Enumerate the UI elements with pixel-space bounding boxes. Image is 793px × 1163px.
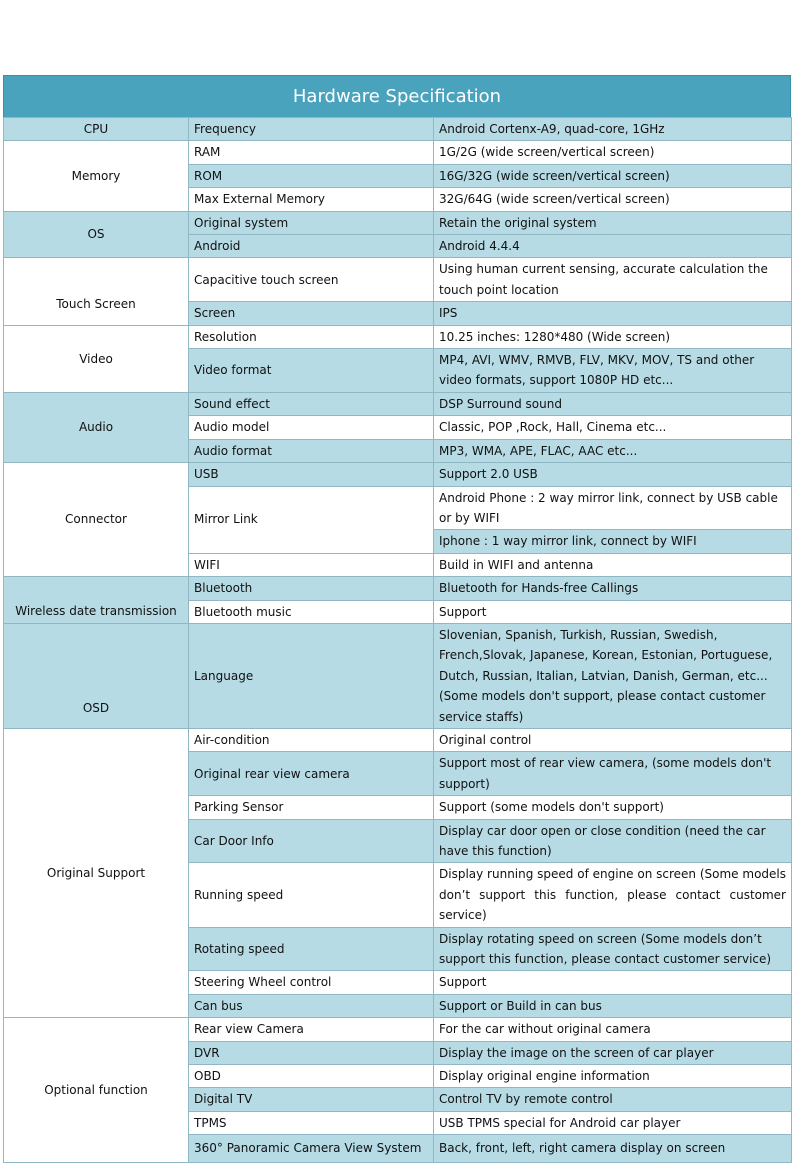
feature-cell: Audio model	[189, 416, 434, 439]
detail-cell: Back, front, left, right camera display on screen	[434, 1135, 792, 1162]
feature-cell: Rotating speed	[189, 927, 434, 971]
table-row	[4, 141, 792, 164]
detail-cell: USB TPMS special for Android car player	[434, 1111, 792, 1134]
detail-cell: DSP Surround sound	[434, 392, 792, 415]
table-row	[4, 211, 792, 234]
detail-cell: Support or Build in can bus	[434, 994, 792, 1017]
detail-cell: MP4, AVI, WMV, RMVB, FLV, MKV, MOV, TS and other video formats, support 1080P HD etc...	[434, 349, 792, 393]
spec-table	[3, 117, 792, 1163]
detail-cell: Android Phone : 2 way mirror link, connect by USB cable or by WIFI	[434, 486, 792, 530]
category-cell: OSD	[4, 623, 189, 728]
feature-cell: ROM	[189, 164, 434, 187]
detail-cell: Support	[434, 600, 792, 623]
hardware-spec-sheet	[3, 75, 791, 1163]
detail-cell: Support	[434, 971, 792, 994]
detail-cell: Android 4.4.4	[434, 235, 792, 258]
feature-cell: Can bus	[189, 994, 434, 1017]
table-row	[4, 325, 792, 348]
feature-cell: WIFI	[189, 553, 434, 576]
table-row	[4, 1018, 792, 1041]
detail-cell: Using human current sensing, accurate calculation the touch point location	[434, 258, 792, 302]
table-row	[4, 118, 792, 141]
category-cell: Audio	[4, 392, 189, 462]
feature-cell: Frequency	[189, 118, 434, 141]
feature-cell: Parking Sensor	[189, 796, 434, 819]
feature-cell: Original system	[189, 211, 434, 234]
detail-cell: 16G/32G (wide screen/vertical screen)	[434, 164, 792, 187]
feature-cell: Bluetooth	[189, 577, 434, 600]
category-cell: Touch Screen	[4, 258, 189, 325]
feature-cell: Resolution	[189, 325, 434, 348]
category-cell: Memory	[4, 141, 189, 211]
detail-cell: Android Cortenx-A9, quad-core, 1GHz	[434, 118, 792, 141]
feature-cell: Capacitive touch screen	[189, 258, 434, 302]
detail-cell: Classic, POP ,Rock, Hall, Cinema etc...	[434, 416, 792, 439]
detail-cell: For the car without original camera	[434, 1018, 792, 1041]
detail-cell: MP3, WMA, APE, FLAC, AAC etc...	[434, 439, 792, 462]
table-row	[4, 392, 792, 415]
detail-cell: Slovenian, Spanish, Turkish, Russian, Swedish, French,Slovak, Japanese, Korean, Estonian, Portuguese, Dutch, Russian, Italian, Latvian, Danish, German, etc...(Some models don't support, please contact customer service staffs)	[434, 623, 792, 728]
detail-cell: Bluetooth for Hands-free Callings	[434, 577, 792, 600]
detail-cell: Support most of rear view camera, (some models don't support)	[434, 752, 792, 796]
feature-cell: TPMS	[189, 1111, 434, 1134]
feature-cell: Running speed	[189, 863, 434, 927]
feature-cell: Audio format	[189, 439, 434, 462]
detail-cell: Display car door open or close condition (need the car have this function)	[434, 819, 792, 863]
feature-cell: Digital TV	[189, 1088, 434, 1111]
category-cell: Original Support	[4, 728, 189, 1017]
table-row	[4, 258, 792, 302]
page-title: Hardware Specification	[3, 75, 791, 117]
detail-cell: 32G/64G (wide screen/vertical screen)	[434, 188, 792, 211]
detail-cell: 10.25 inches: 1280*480 (Wide screen)	[434, 325, 792, 348]
feature-cell: OBD	[189, 1065, 434, 1088]
table-row	[4, 463, 792, 486]
feature-cell: Bluetooth music	[189, 600, 434, 623]
feature-cell: Air-condition	[189, 728, 434, 751]
detail-cell: Display the image on the screen of car player	[434, 1041, 792, 1064]
detail-cell: Display rotating speed on screen (Some models don’t support this function, please contact customer service)	[434, 927, 792, 971]
feature-cell: Mirror Link	[189, 486, 434, 553]
feature-cell: Android	[189, 235, 434, 258]
feature-cell: Car Door Info	[189, 819, 434, 863]
detail-cell: Retain the original system	[434, 211, 792, 234]
feature-cell: Max External Memory	[189, 188, 434, 211]
detail-cell: Build in WIFI and antenna	[434, 553, 792, 576]
category-cell: CPU	[4, 118, 189, 141]
feature-cell: Rear view Camera	[189, 1018, 434, 1041]
feature-cell: DVR	[189, 1041, 434, 1064]
table-row	[4, 577, 792, 600]
detail-cell: Iphone : 1 way mirror link, connect by WIFI	[434, 530, 792, 553]
category-cell: Wireless date transmission	[4, 577, 189, 624]
feature-cell: Language	[189, 623, 434, 728]
feature-cell: RAM	[189, 141, 434, 164]
detail-cell: Display original engine information	[434, 1065, 792, 1088]
feature-cell: Sound effect	[189, 392, 434, 415]
category-cell: Connector	[4, 463, 189, 577]
feature-cell: Screen	[189, 302, 434, 325]
feature-cell: 360° Panoramic Camera View System	[189, 1135, 434, 1162]
detail-cell: Support 2.0 USB	[434, 463, 792, 486]
detail-cell: IPS	[434, 302, 792, 325]
feature-cell: USB	[189, 463, 434, 486]
table-row	[4, 623, 792, 728]
detail-cell: Display running speed of engine on screen (Some models don’t support this function, please contact customer service)	[434, 863, 792, 927]
table-row	[4, 728, 792, 751]
feature-cell: Video format	[189, 349, 434, 393]
category-cell: Optional function	[4, 1018, 189, 1162]
category-cell: OS	[4, 211, 189, 258]
feature-cell: Original rear view camera	[189, 752, 434, 796]
detail-cell: Control TV by remote control	[434, 1088, 792, 1111]
detail-cell: Support (some models don't support)	[434, 796, 792, 819]
category-cell: Video	[4, 325, 189, 392]
detail-cell: 1G/2G (wide screen/vertical screen)	[434, 141, 792, 164]
feature-cell: Steering Wheel control	[189, 971, 434, 994]
detail-cell: Original control	[434, 728, 792, 751]
